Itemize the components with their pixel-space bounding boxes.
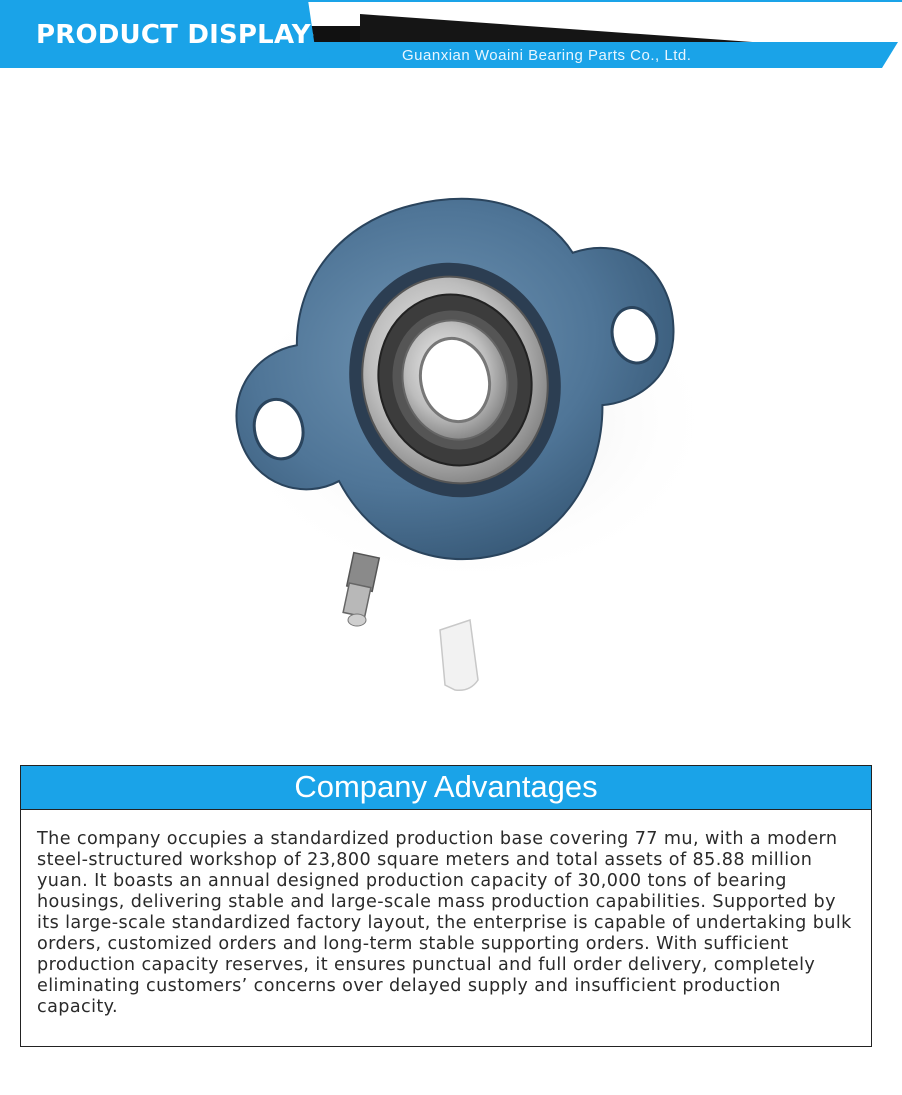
advantages-description: The company occupies a standardized production base covering 77 mu, with a modern steel-structured workshop of 23,800 square meters and total assets of 85.88 million yuan. It boasts an annual designed production capacity of 30,000 tons of bearing housings, delivering stable and large-scale mass production capabilities. Supported by its large-scale standardized factory layout, the enterprise is capable of undertaking bulk orders, customized orders and long-term stable supporting orders. With sufficient production capacity reserves, it ensures punctual and full order delivery, completely eliminating customers’ concerns over delayed supply and insufficient production capacity. <box>37 829 852 1017</box>
product-photo <box>0 80 902 740</box>
company-name: Guanxian Woaini Bearing Parts Co., Ltd. <box>402 47 692 64</box>
company-advantages-panel <box>20 765 872 1047</box>
advantages-header <box>21 766 871 810</box>
advantages-title: Company Advantages <box>294 769 598 804</box>
page-title: PRODUCT DISPLAY <box>36 20 311 50</box>
header-banner <box>0 0 902 75</box>
